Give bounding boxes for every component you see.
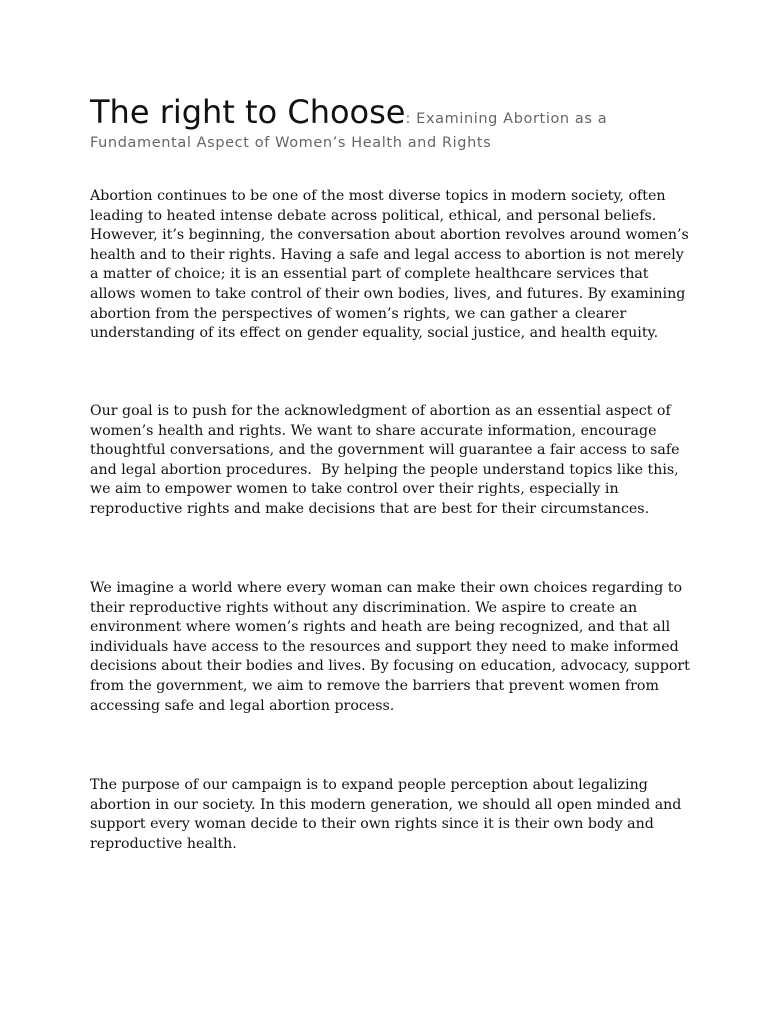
document-page	[90, 92, 695, 852]
document-title	[90, 92, 682, 154]
paragraph-purpose: The purpose of our campaign is to expand people perception about legalizing abortion in our society. In this modern generation, we should all open minded and support every woman decide to their own rights since it is their own body and reproductive health.	[90, 777, 686, 852]
paragraph-vision: We imagine a world where every woman can make their own choices regarding to their reproductive rights without any discrimination. We aspire to create an environment where women’s rights and heath are being recognized, and that all individuals have access to the resources and support they need to make informed decisions about their bodies and lives. By focusing on education, advocacy, support from the government, we aim to remove the barriers that prevent women from accessing safe and legal abortion process.	[90, 580, 695, 714]
title-main: The right to Choose	[90, 93, 406, 131]
paragraph-intro: Abortion continues to be one of the most diverse topics in modern society, often leading to heated intense debate across political, ethical, and personal beliefs. However, it’s beginning, the conversation about abortion revolves around women’s health and to their rights. Having a safe and legal access to abortion is not merely a matter of choice; it is an essential part of complete healthcare services that allows women to take control of their own bodies, lives, and futures. By examining abortion from the perspectives of women’s rights, we can gather a clearer understanding of its effect on gender equality, social justice, and health equity.	[90, 188, 694, 342]
title-subtitle: : Examining Abortion as a Fundamental Aspect of Women’s Health and Rights	[90, 111, 608, 151]
paragraph-goal: Our goal is to push for the acknowledgment of abortion as an essential aspect of women’s health and rights. We want to share accurate information, encourage thoughtful conversations, and the government will guarantee a fair access to safe and legal abortion procedures. By helping the people understand topics like this, we aim to empower women to take control over their rights, especially in reproductive rights and make decisions that are best for their circumstances.	[90, 403, 685, 517]
